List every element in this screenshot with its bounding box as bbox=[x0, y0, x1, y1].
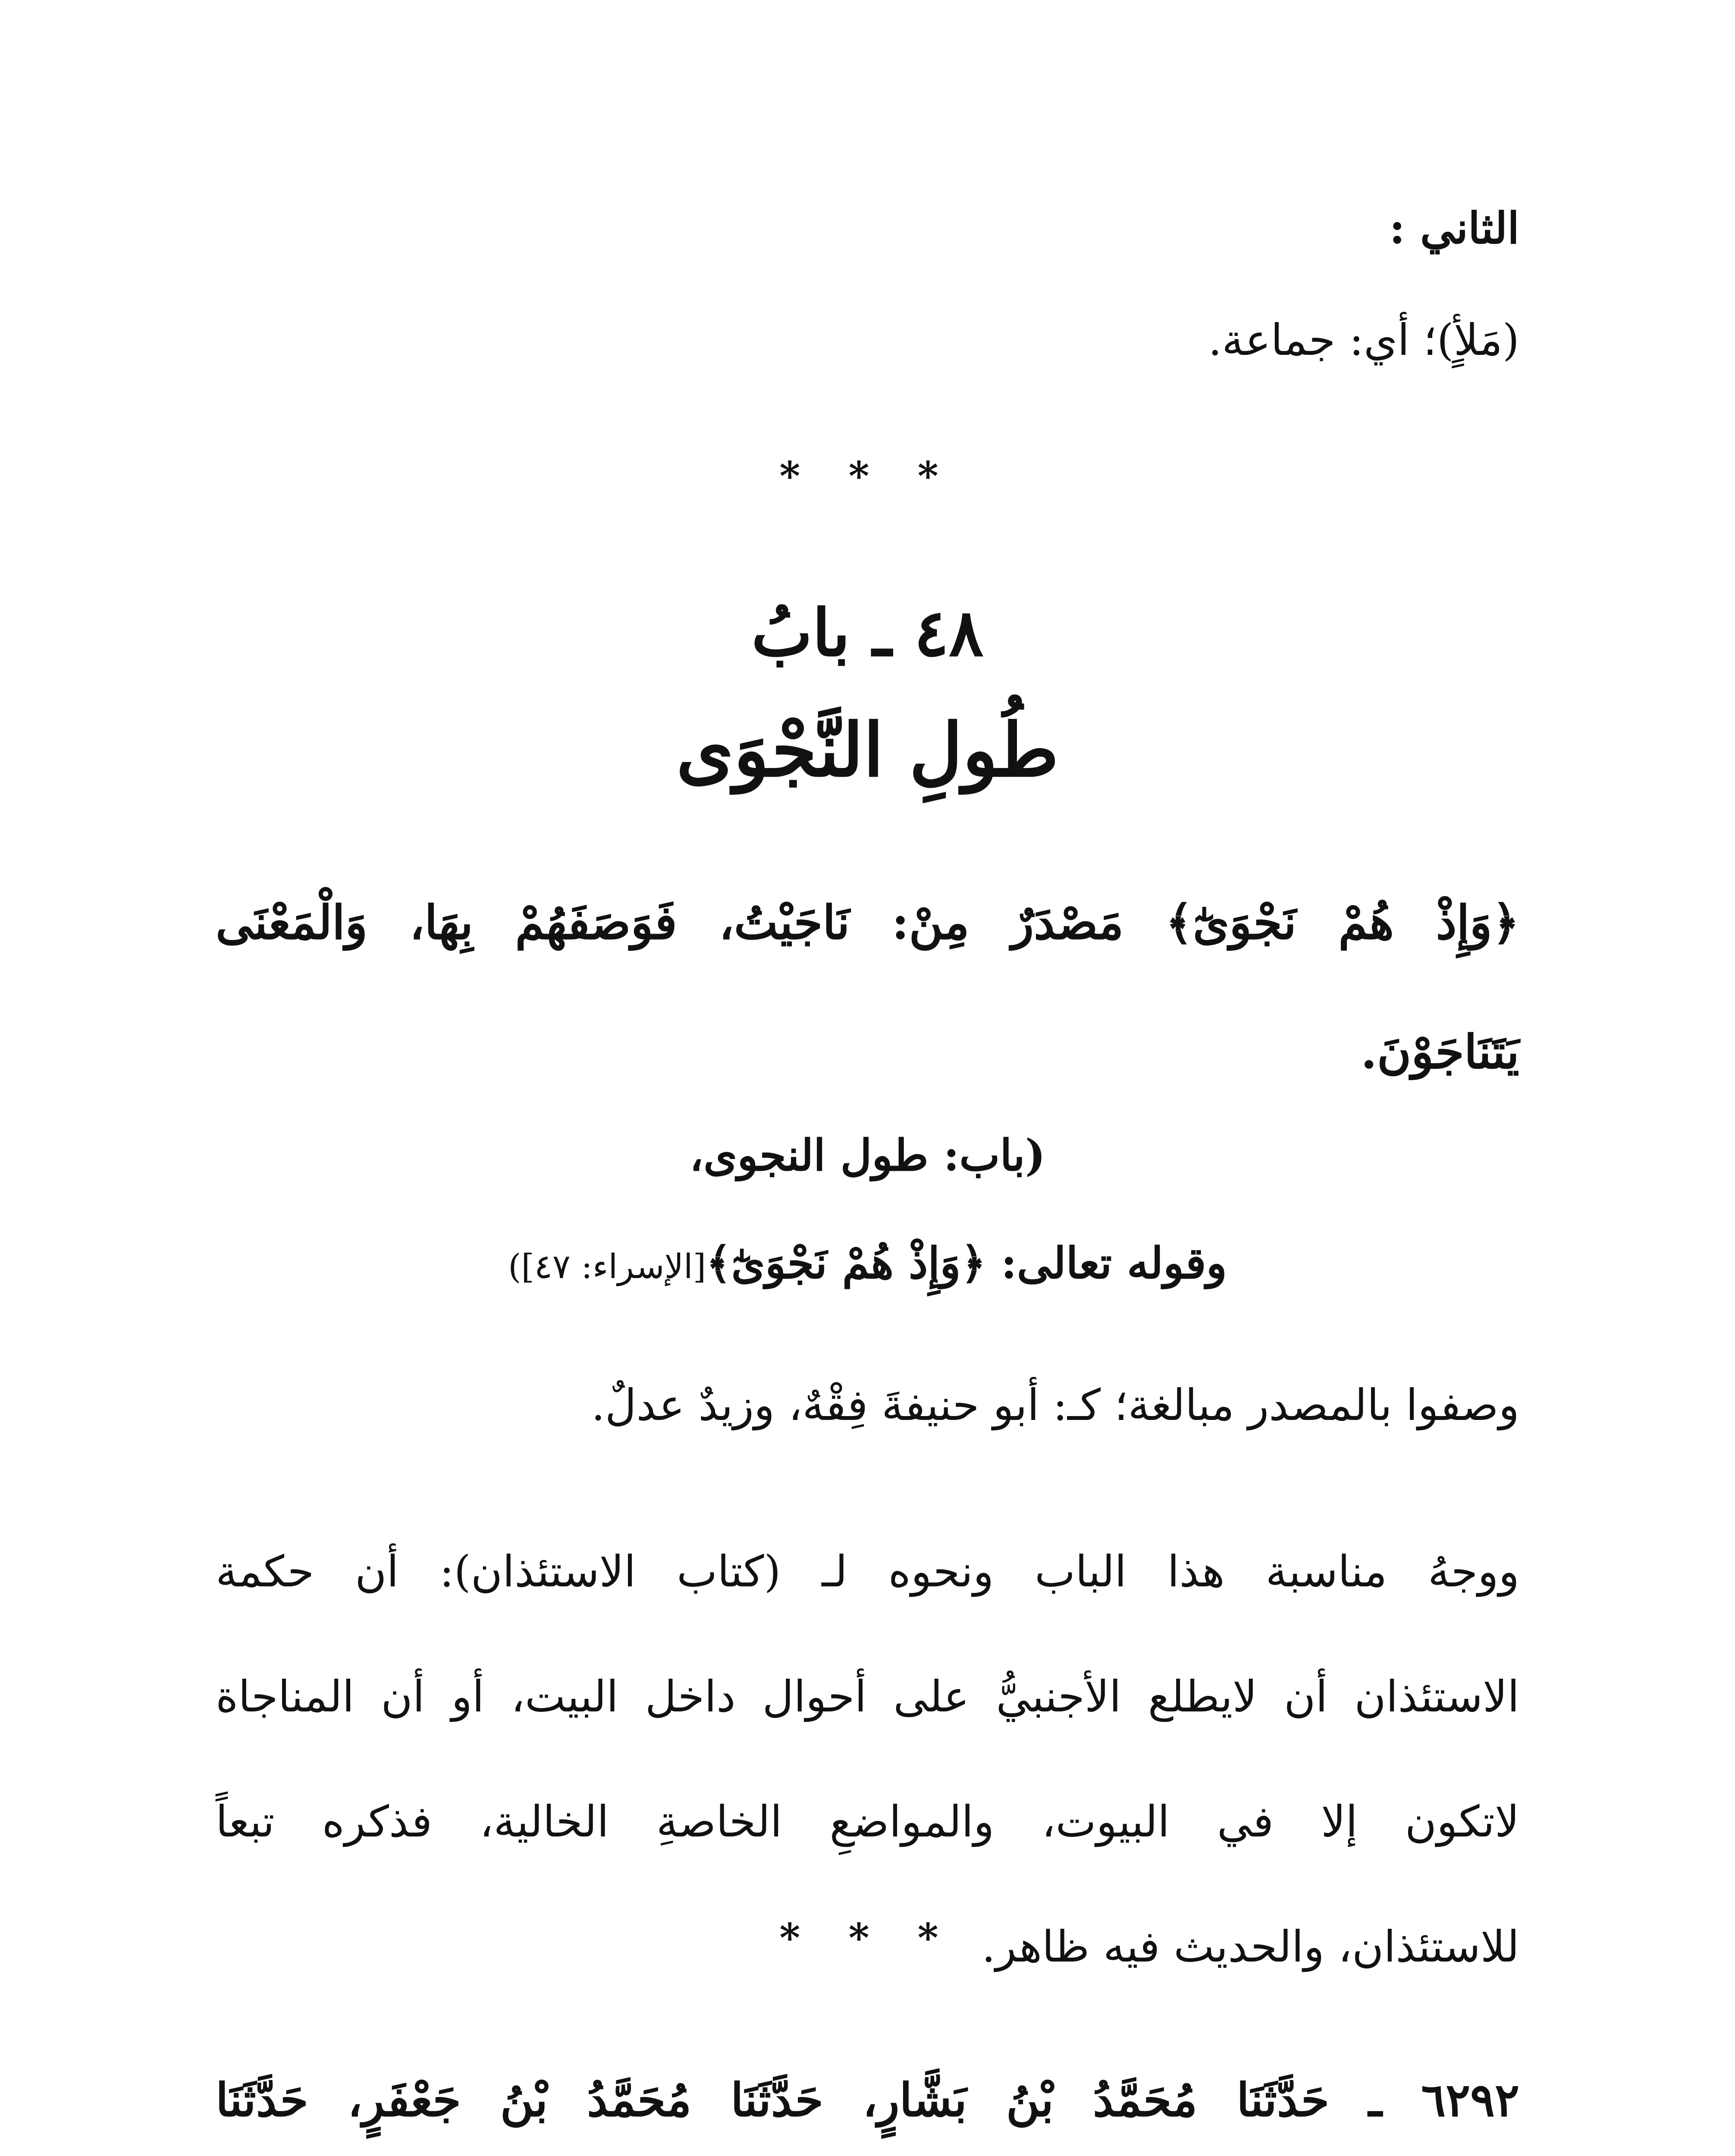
bab-verse bbox=[216, 1238, 1519, 1288]
hadith-line: ٦٢٩٢ ـ حَدَّثَنَا مُحَمَّدُ بْنُ بَشَّارٍ، حَدَّثَنَا مُحَمَّدُ بْنُ جَعْفَرٍ، حَدَّثَنَا bbox=[216, 2073, 1519, 2127]
separator-stars: * * * bbox=[779, 1915, 956, 1961]
section-text: (مَلأٍ)؛ أي: جماعة. bbox=[1208, 315, 1519, 365]
commentary-paragraph: وصفوا بالمصدر مبالغة؛ كـ: أبو حنيفةَ فِقْهٌ، وزيدٌ عدلٌ. bbox=[591, 1380, 1519, 1430]
quran-definition-line: يَتَنَاجَوْنَ. bbox=[1361, 1025, 1519, 1079]
hadith-text bbox=[216, 2035, 1519, 2156]
quran-definition-line: ﴿وَإِذْ هُمْ نَجْوَىٰٓ﴾ مَصْدَرٌ مِنْ: نَاجَيْتُ، فَوَصَفَهُمْ بِهَا، وَالْمَعْنَى bbox=[216, 896, 1519, 950]
commentary-line: ووجهُ مناسبة هذا الباب ونحوه لـ (كتاب الاستئذان): أن حكمة bbox=[216, 1546, 1519, 1597]
chapter-title: طُولِ النَّجْوَى bbox=[676, 707, 1059, 793]
bab-verse-text: وقوله تعالى: ﴿وَإِذْ هُمْ نَجْوَىٰٓ﴾ bbox=[706, 1238, 1227, 1288]
quran-definition bbox=[216, 858, 1519, 1117]
section-label: الثاني : bbox=[1389, 203, 1519, 254]
bab-heading: (باب: طول النجوى، bbox=[689, 1130, 1046, 1181]
separator-stars: * * * bbox=[779, 453, 956, 499]
commentary-line: الاستئذان أن لايطلع الأجنبيُّ على أحوال داخل البيت، أو أن المناجاة bbox=[216, 1671, 1519, 1722]
commentary-line: للاستئذان، والحديث فيه ظاهر. bbox=[982, 1921, 1519, 1972]
bab-verse-reference: [الإسراء: ٤٧]) bbox=[508, 1247, 706, 1286]
chapter-number: ٤٨ ـ بابُ bbox=[751, 595, 984, 671]
commentary-line: لاتكون إلا في البيوت، والمواضعِ الخاصةِ الخالية، فذكره تبعاً bbox=[216, 1796, 1519, 1847]
